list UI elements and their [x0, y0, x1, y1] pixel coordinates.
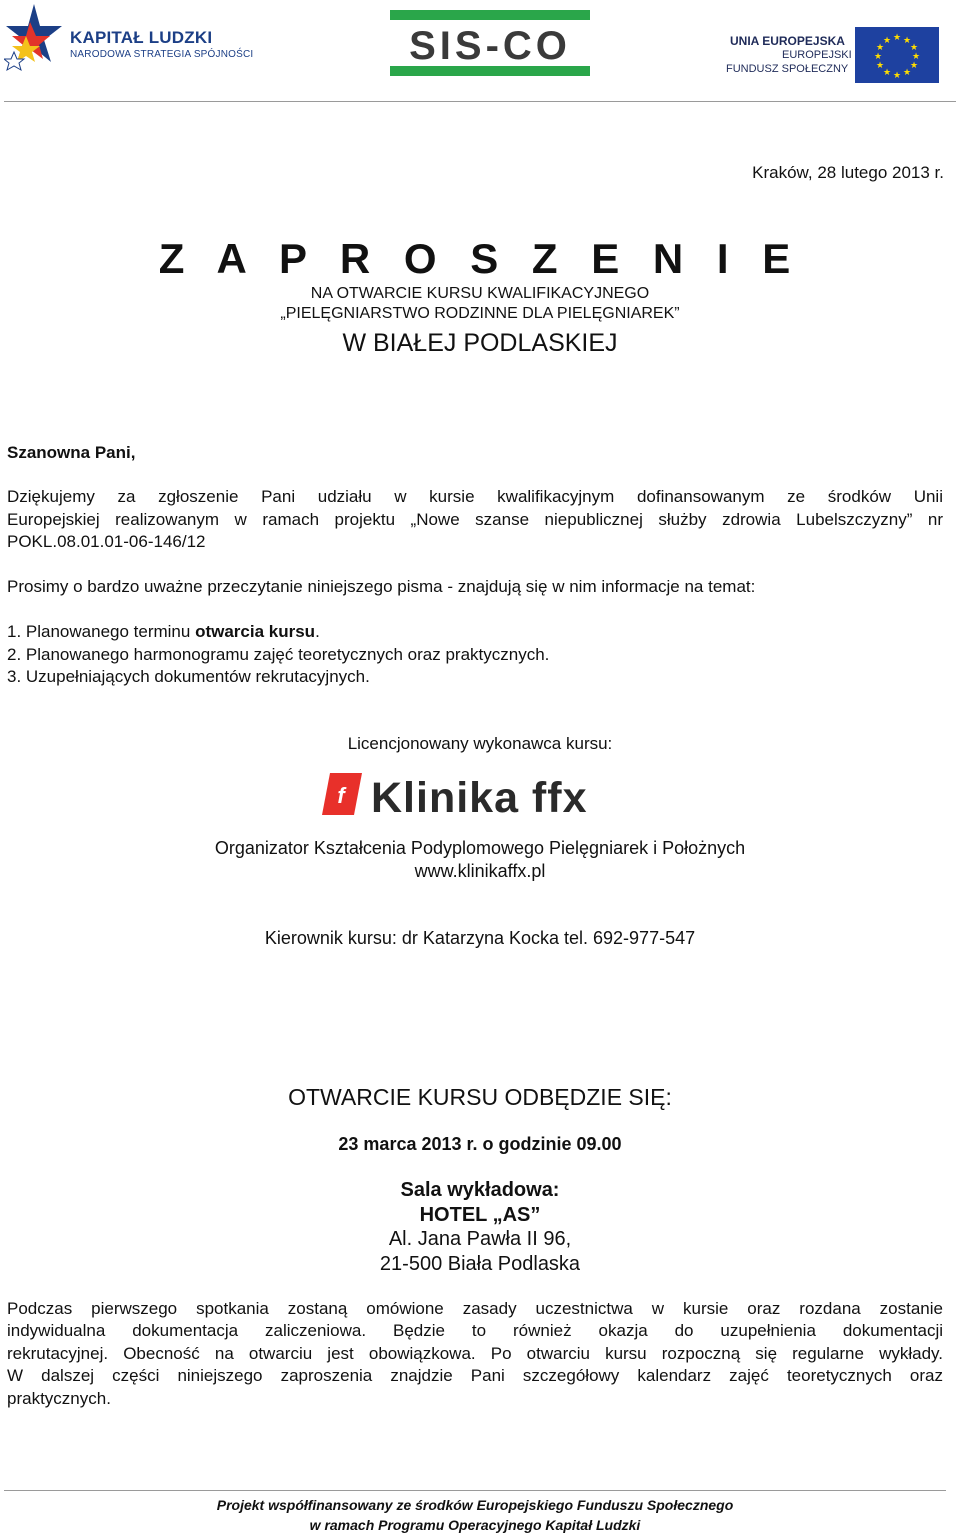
svg-text:★: ★: [882, 36, 892, 46]
letter-date: Kraków, 28 lutego 2013 r.: [752, 163, 944, 182]
list-item: 2. Planowanego harmonogramu zajęć teoretycznych oraz praktycznych.: [7, 644, 550, 664]
invitation-title: Z A P R O S Z E N I E: [158, 235, 802, 282]
closing-line-5: praktycznych.: [7, 1389, 111, 1408]
eu-flag-icon: [855, 27, 939, 83]
emphasis-text: otwarcia kursu: [195, 622, 316, 641]
header-divider: [4, 101, 956, 102]
organizer-website: www.klinikaffx.pl: [414, 861, 546, 881]
venue-address-line-2: 21-500 Biała Podlaska: [379, 1253, 581, 1275]
svg-text:★: ★: [911, 52, 921, 62]
page-header: [0, 0, 960, 100]
footer-line-2: w ramach Programu Operacyjnego Kapitał Ludzki: [309, 1517, 641, 1533]
sis-co-logo-icon: [390, 10, 590, 78]
footer-divider: [4, 1490, 946, 1491]
svg-text:★: ★: [875, 43, 885, 53]
subtitle-line-3: W BIAŁEJ PODLASKIEJ: [342, 329, 618, 357]
svg-text:★: ★: [875, 61, 885, 71]
footer-line-1: Projekt współfinansowany ze środków Europejskiego Funduszu Społecznego: [216, 1497, 734, 1513]
organizer-text: Organizator Kształcenia Podyplomowego Pielęgniarek i Położnych: [214, 838, 746, 858]
venue-name: HOTEL „AS”: [419, 1204, 541, 1226]
svg-text:★: ★: [873, 52, 883, 62]
course-manager: Kierownik kursu: dr Katarzyna Kocka tel. 692-977-547: [264, 928, 696, 948]
topics-list: [7, 621, 549, 689]
salutation: Szanowna Pani,: [7, 443, 136, 462]
request-text: Prosimy o bardzo uważne przeczytanie niniejszego pisma - znajdują się w nim informacje na temat:: [7, 577, 756, 596]
intro-line-1: Dziękujemy za zgłoszenie Pani udziału w kursie kwalifikacyjnym dofinansowanym ze środków Unii: [7, 487, 943, 506]
sis-co-logo-text: SIS-CO: [409, 24, 571, 68]
closing-line-4: W dalszej części niniejszego zaproszenia znajdzie Pani szczegółowy kalendarz zajęć teoretycznych oraz: [7, 1366, 943, 1385]
klinika-ffx-logo-icon: [322, 773, 362, 820]
subtitle-line-2: „PIELĘGNIARSTWO RODZINNE DLA PIELĘGNIAREK”: [280, 305, 680, 322]
venue-label: Sala wykładowa:: [400, 1179, 560, 1201]
kapital-ludzki-subtitle: NARODOWA STRATEGIA SPÓJNOŚCI: [70, 49, 254, 60]
eu-logo-line2: EUROPEJSKI: [782, 49, 852, 61]
list-item: 3. Uzupełniających dokumentów rekrutacyjnych.: [7, 667, 370, 686]
svg-text:★: ★: [892, 33, 902, 43]
eu-logo-title: UNIA EUROPEJSKA: [730, 34, 845, 48]
intro-line-2: Europejskiej realizowanym w ramach projektu „Nowe szanse niepublicznej służby zdrowia Lubelszczyzny” nr: [7, 510, 943, 529]
svg-text:★: ★: [902, 36, 912, 46]
opening-datetime: 23 marca 2013 r. o godzinie 09.00: [338, 1134, 622, 1154]
closing-line-2: indywidualna dokumentacja zaliczeniowa. Będzie to również okazja do uzupełnienia dokumentacji: [7, 1321, 943, 1340]
closing-line-3: rekrutacyjnej. Obecność na otwarciu jest obowiązkowa. Po otwarciu kursu rozpoczną się regularne wykłady.: [7, 1344, 943, 1363]
sis-co-logo: [390, 10, 590, 83]
svg-text:★: ★: [909, 43, 919, 53]
kapital-ludzki-title: KAPITAŁ LUDZKI: [70, 28, 213, 47]
svg-text:★: ★: [909, 61, 919, 71]
subtitle-line-1: NA OTWARCIE KURSU KWALIFIKACYJNEGO: [310, 285, 650, 302]
svg-text:f: f: [337, 783, 345, 808]
klinika-ffx-logo-text: Klinika ffx: [371, 774, 588, 822]
closing-line-1: Podczas pierwszego spotkania zostaną omówione zasady uczestnictwa w kursie oraz rozdana zostanie: [7, 1299, 943, 1318]
contractor-label: Licencjonowany wykonawca kursu:: [347, 734, 613, 753]
intro-project-number: POKL.08.01.01-06-146/12: [7, 532, 206, 551]
list-item: 1. Planowanego terminu otwarcia kursu.: [7, 622, 320, 641]
svg-text:★: ★: [902, 68, 912, 78]
svg-text:★: ★: [882, 68, 892, 78]
kapital-ludzki-star-icon: [4, 2, 64, 78]
eu-logo-line3: FUNDUSZ SPOŁECZNY: [726, 63, 849, 75]
venue-address-line-1: Al. Jana Pawła II 96,: [388, 1228, 572, 1250]
opening-heading: OTWARCIE KURSU ODBĘDZIE SIĘ:: [288, 1084, 672, 1110]
svg-text:★: ★: [892, 71, 902, 81]
